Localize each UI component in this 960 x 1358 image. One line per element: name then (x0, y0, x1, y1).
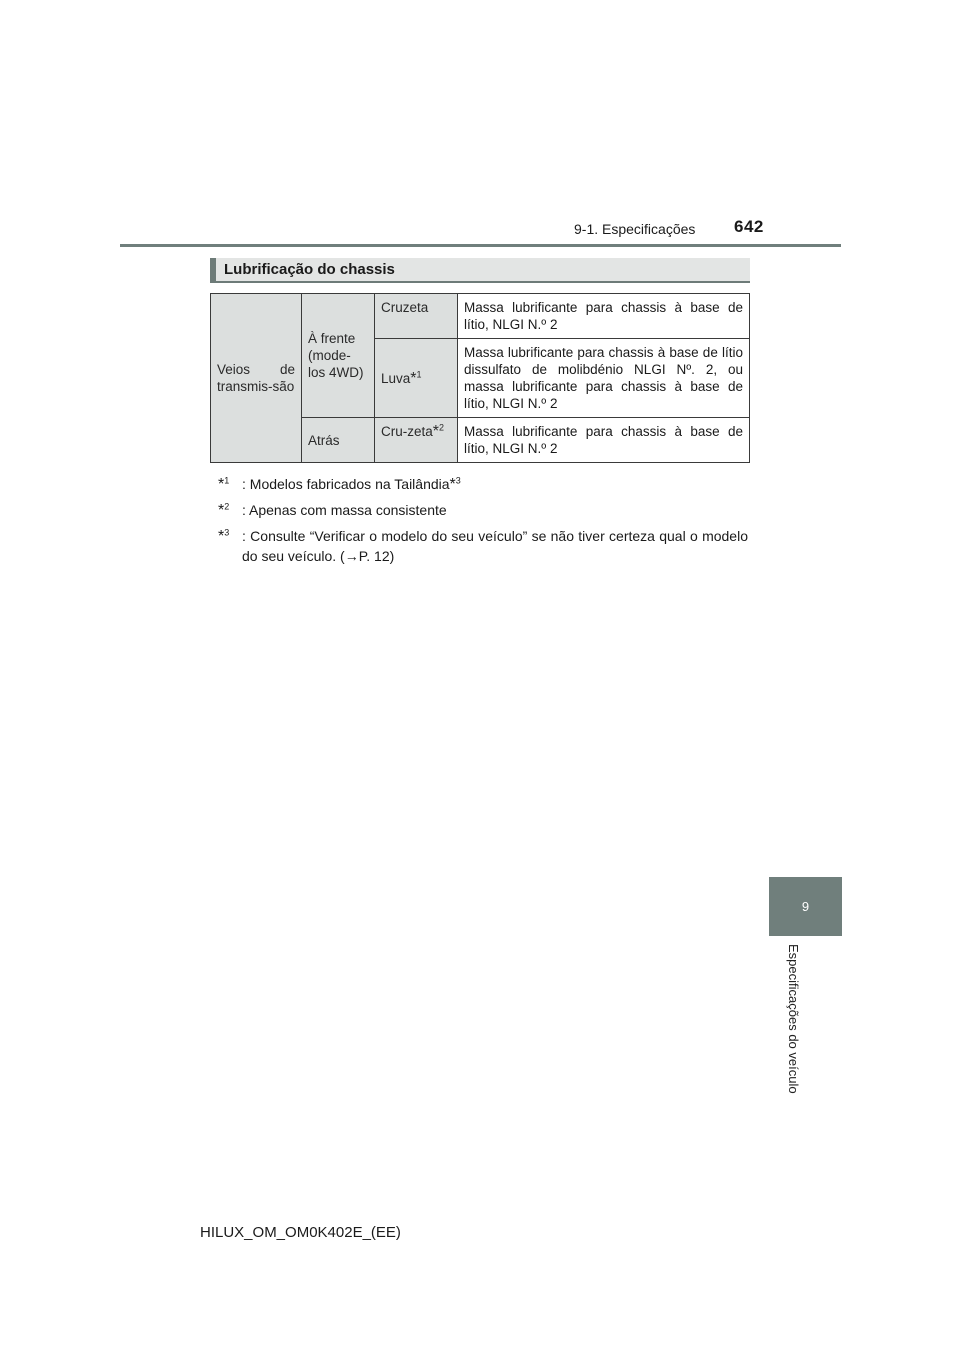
page-number: 642 (734, 217, 764, 236)
component-cell (375, 339, 458, 418)
document-code: HILUX_OM_OM0K402E_(EE) (200, 1224, 401, 1241)
component-footnote-number: 2 (439, 422, 445, 433)
header-divider (120, 244, 841, 247)
footnote-mark: *$^1$ (218, 475, 230, 493)
footnote-asterisk: * (410, 369, 417, 387)
footnotes (218, 474, 748, 572)
component-label: Cru-zeta (381, 424, 433, 439)
footnote-text: : Consulte “Verificar o modelo do seu veículo” se não tiver certeza qual o modelo do seu veículo. (→P. 12) (242, 528, 748, 564)
footnote-asterisk: * (449, 476, 456, 493)
chapter-title-vertical: Especificações do veículo (786, 944, 801, 1094)
footnote-text: : Modelos fabricados na Tailândia (242, 476, 450, 492)
footnote-asterisk: * (432, 423, 439, 440)
drive-shaft-cell: Veios de transmis-são (211, 294, 302, 463)
component-label: Luva (381, 370, 411, 386)
lubricant-description: Massa lubrificante para chassis à base de lítio, NLGI N.º 2 (458, 294, 750, 339)
component-cell (375, 418, 458, 463)
lubricant-description: Massa lubrificante para chassis à base de lítio dissulfato de molibdénio NLGI Nº. 2, ou massa lubrificante para chassis à base de lítio, NLGI N.º 2 (458, 339, 750, 418)
footnote-item (218, 526, 748, 566)
footnote-mark: *$^2$ (218, 501, 230, 519)
lubricant-description: Massa lubrificante para chassis à base de lítio, NLGI N.º 2 (458, 418, 750, 463)
footnote-item (218, 474, 748, 494)
front-position-cell: À frente (mode-los 4WD) (302, 294, 375, 418)
footnote-reference: 3 (455, 475, 461, 486)
footnote-item (218, 500, 748, 520)
section-accent (210, 258, 216, 281)
chapter-number: 9 (801, 899, 810, 914)
footnote-text: : Apenas com massa consistente (242, 502, 447, 518)
section-title: Lubrificação do chassis (224, 261, 395, 278)
table-row (211, 294, 750, 339)
lubrication-table (210, 293, 750, 463)
component-footnote-number: 1 (416, 369, 422, 379)
chapter-tab (769, 877, 842, 936)
component-label: Cruzeta (381, 300, 429, 315)
component-cell (375, 294, 458, 339)
section-heading-bar (210, 258, 750, 283)
footnote-mark: *$^3$ (218, 527, 230, 545)
rear-position-cell: Atrás (302, 418, 375, 463)
running-header-section: 9-1. Especificações (574, 221, 696, 237)
